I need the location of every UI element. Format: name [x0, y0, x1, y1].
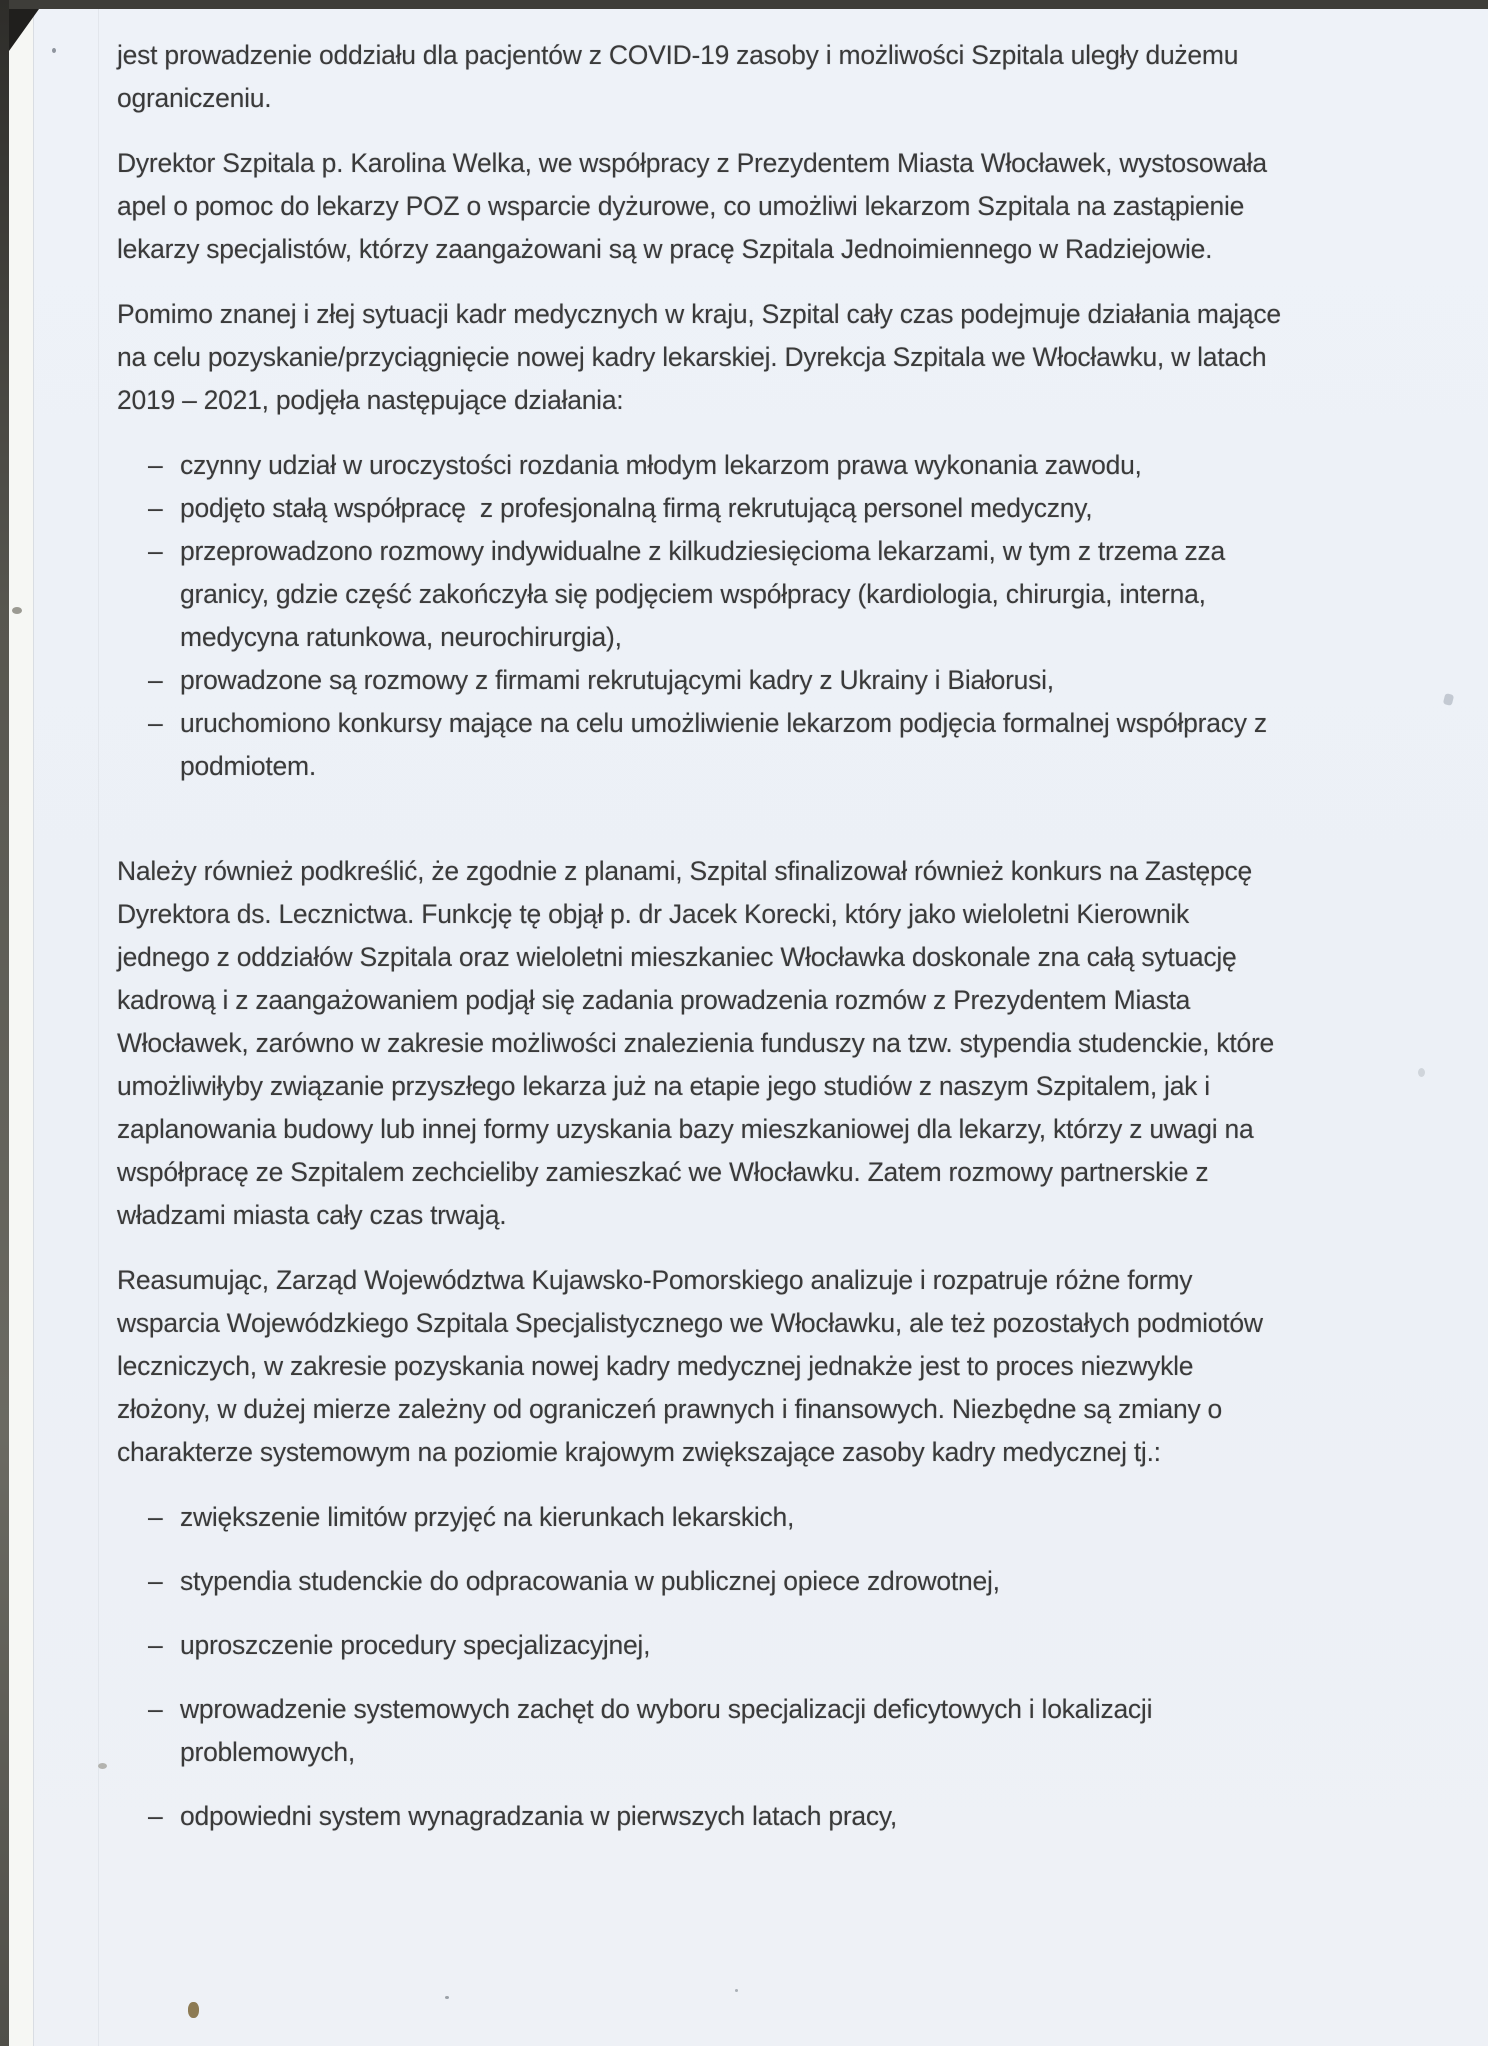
list-item: [117, 1560, 1282, 1603]
ink-blot: [188, 2002, 199, 2018]
list-item-text: podjęto stałą współpracę z profesjonalną firmą rekrutującą personel medyczny,: [180, 493, 1093, 523]
paragraph-deputy-director: Należy również podkreślić, że zgodnie z planami, Szpital sfinalizował również konkurs na Zastępcę Dyrektora ds. Lecznictwa. Funkcję tę objął p. dr Jacek Korecki, który jako wieloletni Kierownik jednego z oddziałów Szpitala oraz wieloletni mieszkaniec Włocławka doskonale zna całą sytuację kadrową i z zaangażowaniem podjął się zadania prowadzenia rozmów z Prezydentem Miasta Włocławek, zarówno w zakresie możliwości znalezienia funduszy na tzw. stypendia studenckie, które umożliwiłyby związanie przyszłego lekarza już na etapie jego studiów z naszym Szpitalem, jak i zaplanowania budowy lub innej formy uzyskania bazy mieszkaniowej dla lekarzy, którzy z uwagi na współpracę ze Szpitalem zechcieliby zamieszkać we Włocławku. Zatem rozmowy partnerskie z władzami miasta cały czas trwają.: [117, 856, 1282, 1230]
scan-speck: [12, 607, 22, 614]
paper-crease-line: [98, 9, 99, 2046]
dash-bullet: –: [148, 493, 163, 523]
paragraph-recruitment-intro: Pomimo znanej i złej sytuacji kadr medycznych w kraju, Szpital cały czas podejmuje działania mające na celu pozyskanie/przyciągnięcie nowej kadry lekarskiej. Dyrekcja Szpitala we Włocławku, w latach 2019 – 2021, podjęła następujące działania:: [117, 299, 1288, 415]
list-item: [117, 702, 1282, 788]
dash-bullet: –: [148, 665, 163, 695]
scan-speck: [445, 1996, 449, 1999]
scan-speck: [1418, 1068, 1425, 1077]
systemic-changes-list: [117, 1496, 1282, 1838]
list-item-text: uproszczenie procedury specjalizacyjnej,: [180, 1630, 651, 1660]
list-item-text: uruchomiono konkursy mające na celu umożliwienie lekarzom podjęcia formalnej współpracy z podmiotem.: [180, 708, 1274, 781]
list-item: [117, 1624, 1282, 1667]
dash-bullet: –: [148, 708, 163, 738]
list-item-text: wprowadzenie systemowych zachęt do wyboru specjalizacji deficytowych i lokalizacji problemowych,: [180, 1694, 1160, 1767]
list-item-text: zwiększenie limitów przyjęć na kierunkach lekarskich,: [180, 1502, 795, 1532]
paragraph-summary: Reasumując, Zarząd Województwa Kujawsko-Pomorskiego analizuje i rozpatruje różne formy wsparcia Wojewódzkiego Szpitala Specjalistycznego we Włocławku, ale też pozostałych podmiotów leczniczych, w zakresie pozyskania nowej kadry medycznej jednakże jest to proces niezwykle złożony, w dużej mierze zależny od ograniczeń prawnych i finansowych. Niezbędne są zmiany o charakterze systemowym na poziomie krajowym zwiększające zasoby kadry medycznej tj.:: [117, 1265, 1270, 1467]
list-item: [117, 444, 1282, 487]
dash-bullet: –: [148, 1630, 163, 1660]
dash-bullet: –: [148, 450, 163, 480]
dash-bullet: –: [148, 1801, 163, 1831]
document-body: [117, 34, 1288, 1860]
scanner-edge-left: [0, 0, 9, 2046]
list-item: [117, 1795, 1282, 1838]
scan-speck: [98, 1763, 107, 1769]
paragraph-director-appeal: Dyrektor Szpitala p. Karolina Welka, we współpracy z Prezydentem Miasta Włocławek, wystosowała apel o pomoc do lekarzy POZ o wsparcie dyżurowe, co umożliwi lekarzom Szpitala na zastąpienie lekarzy specjalistów, którzy zaangażowani są w pracę Szpitala Jednoimiennego w Radziejowie.: [117, 148, 1274, 264]
dash-bullet: –: [148, 536, 163, 566]
list-item-text: czynny udział w uroczystości rozdania młodym lekarzom prawa wykonania zawodu,: [180, 450, 1142, 480]
list-item: [117, 530, 1282, 659]
list-item-text: przeprowadzono rozmowy indywidualne z kilkudziesięcioma lekarzami, w tym z trzema zza granicy, gdzie część zakończyła się podjęciem współpracy (kardiologia, chirurgia, interna, medycyna ratunkowa, neurochirurgia),: [180, 536, 1233, 652]
list-item: [117, 659, 1282, 702]
list-item: [117, 1496, 1282, 1539]
paragraph-covid-constraints: jest prowadzenie oddziału dla pacjentów z COVID-19 zasoby i możliwości Szpitala uległy dużemu ograniczeniu.: [117, 40, 1246, 113]
dash-bullet: –: [148, 1566, 163, 1596]
list-item-text: odpowiedni system wynagradzania w pierwszych latach pracy,: [180, 1801, 898, 1831]
scan-speck: [735, 1989, 738, 1992]
list-item: [117, 487, 1282, 530]
scan-speck: [1443, 693, 1454, 706]
dash-bullet: –: [148, 1502, 163, 1532]
dash-bullet: –: [148, 1694, 163, 1724]
list-item-text: prowadzone są rozmowy z firmami rekrutującymi kadry z Ukrainy i Białorusi,: [180, 665, 1054, 695]
paper-edge-strip: [9, 9, 34, 2046]
actions-list: [117, 444, 1282, 788]
scanner-edge-top: [0, 0, 1488, 9]
list-item-text: stypendia studenckie do odpracowania w publicznej opiece zdrowotnej,: [180, 1566, 1000, 1596]
scan-speck: [52, 48, 56, 53]
list-item: [117, 1688, 1282, 1774]
